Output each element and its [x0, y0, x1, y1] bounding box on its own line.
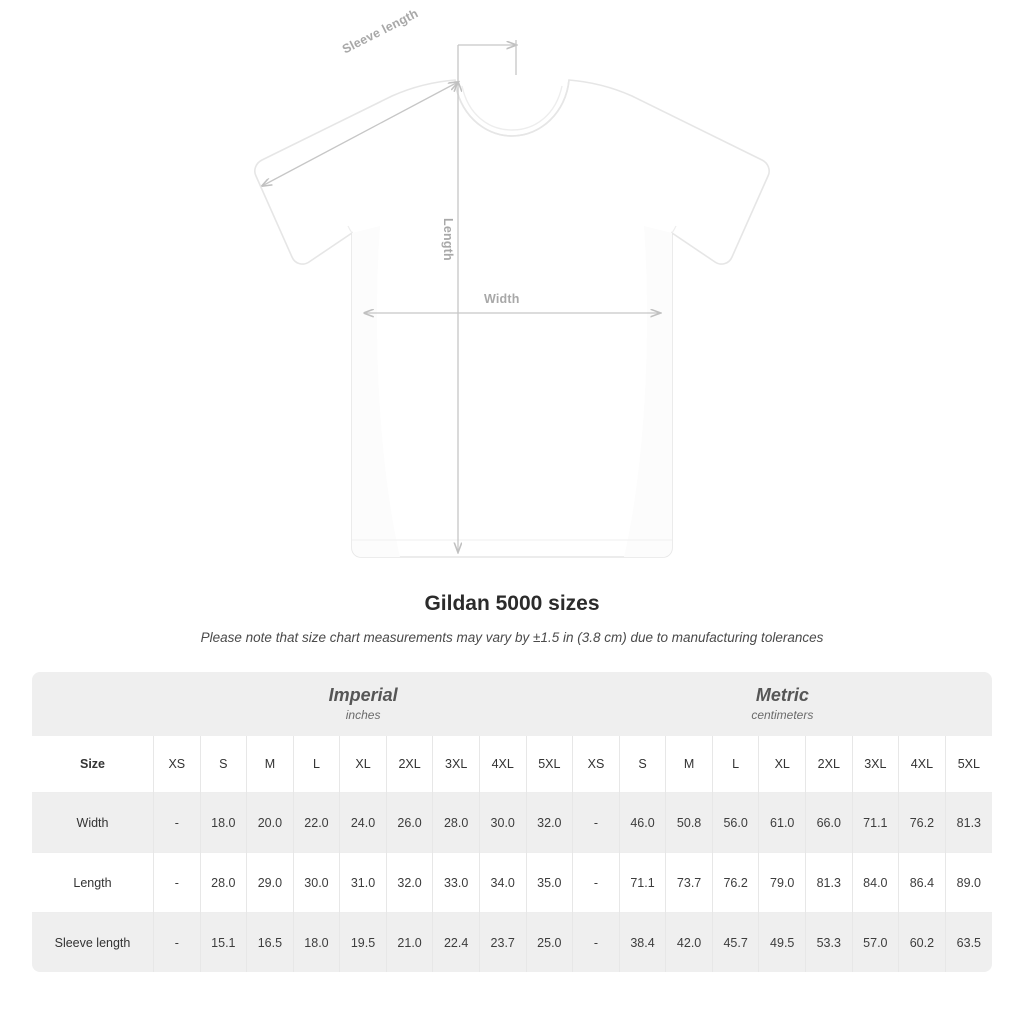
size-header-metric-5xl: 5XL — [945, 736, 992, 793]
length-label: Length — [441, 218, 455, 261]
cell-sleeve-imperial-4xl: 23.7 — [479, 913, 526, 973]
size-header-label: Size — [32, 736, 154, 793]
size-header-imperial-5xl: 5XL — [526, 736, 573, 793]
cell-sleeve-imperial-3xl: 22.4 — [433, 913, 480, 973]
cell-sleeve-metric-3xl: 57.0 — [852, 913, 899, 973]
cell-width-imperial-4xl: 30.0 — [479, 793, 526, 853]
row-label-length: Length — [32, 853, 154, 913]
cell-width-metric-2xl: 66.0 — [806, 793, 853, 853]
table-row — [32, 913, 992, 973]
unit-header-metric — [573, 672, 992, 736]
size-header-metric-xl: XL — [759, 736, 806, 793]
cell-length-imperial-4xl: 34.0 — [479, 853, 526, 913]
cell-sleeve-imperial-l: 18.0 — [293, 913, 340, 973]
size-header-imperial-2xl: 2XL — [386, 736, 433, 793]
size-header-row — [32, 736, 992, 793]
cell-length-metric-s: 71.1 — [619, 853, 666, 913]
size-header-metric-2xl: 2XL — [806, 736, 853, 793]
cell-length-imperial-m: 29.0 — [247, 853, 294, 913]
size-header-metric-l: L — [712, 736, 759, 793]
cell-width-imperial-3xl: 28.0 — [433, 793, 480, 853]
cell-sleeve-imperial-5xl: 25.0 — [526, 913, 573, 973]
cell-sleeve-metric-4xl: 60.2 — [899, 913, 946, 973]
width-label: Width — [484, 292, 520, 306]
cell-width-imperial-2xl: 26.0 — [386, 793, 433, 853]
cell-length-metric-5xl: 89.0 — [945, 853, 992, 913]
cell-sleeve-metric-2xl: 53.3 — [806, 913, 853, 973]
cell-length-metric-3xl: 84.0 — [852, 853, 899, 913]
cell-length-metric-xl: 79.0 — [759, 853, 806, 913]
cell-length-metric-2xl: 81.3 — [806, 853, 853, 913]
size-header-imperial-l: L — [293, 736, 340, 793]
cell-width-metric-xl: 61.0 — [759, 793, 806, 853]
cell-width-metric-3xl: 71.1 — [852, 793, 899, 853]
cell-width-imperial-xl: 24.0 — [340, 793, 387, 853]
size-header-metric-3xl: 3XL — [852, 736, 899, 793]
size-table-wrapper — [32, 672, 992, 972]
cell-width-imperial-m: 20.0 — [247, 793, 294, 853]
cell-sleeve-metric-l: 45.7 — [712, 913, 759, 973]
cell-sleeve-imperial-m: 16.5 — [247, 913, 294, 973]
cell-width-imperial-xs: - — [154, 793, 201, 853]
cell-length-imperial-xl: 31.0 — [340, 853, 387, 913]
unit-header-spacer — [32, 672, 154, 736]
unit-metric-sub: centimeters — [751, 708, 814, 723]
unit-header-imperial — [154, 672, 573, 736]
cell-width-metric-5xl: 81.3 — [945, 793, 992, 853]
cell-sleeve-metric-m: 42.0 — [666, 913, 713, 973]
table-row — [32, 853, 992, 913]
size-header-imperial-s: S — [200, 736, 247, 793]
cell-sleeve-metric-xl: 49.5 — [759, 913, 806, 973]
cell-sleeve-metric-5xl: 63.5 — [945, 913, 992, 973]
cell-length-imperial-xs: - — [154, 853, 201, 913]
size-header-imperial-xl: XL — [340, 736, 387, 793]
row-label-sleeve-length: Sleeve length — [32, 913, 154, 973]
cell-length-imperial-3xl: 33.0 — [433, 853, 480, 913]
cell-length-metric-xs: - — [573, 853, 620, 913]
cell-length-imperial-s: 28.0 — [200, 853, 247, 913]
page-title: Gildan 5000 sizes — [424, 592, 600, 615]
table-row — [32, 793, 992, 853]
size-header-imperial-3xl: 3XL — [433, 736, 480, 793]
size-header-imperial-4xl: 4XL — [479, 736, 526, 793]
size-header-imperial-xs: XS — [154, 736, 201, 793]
cell-sleeve-metric-s: 38.4 — [619, 913, 666, 973]
size-header-metric-m: M — [666, 736, 713, 793]
size-table — [32, 672, 992, 972]
cell-width-metric-4xl: 76.2 — [899, 793, 946, 853]
tshirt-shape — [255, 80, 769, 557]
cell-sleeve-imperial-2xl: 21.0 — [386, 913, 433, 973]
cell-sleeve-imperial-s: 15.1 — [200, 913, 247, 973]
cell-length-imperial-2xl: 32.0 — [386, 853, 433, 913]
sleeve-length-label: Sleeve length — [340, 6, 421, 57]
cell-sleeve-metric-xs: - — [573, 913, 620, 973]
title-block — [0, 592, 1024, 645]
cell-width-imperial-5xl: 32.0 — [526, 793, 573, 853]
size-header-imperial-m: M — [247, 736, 294, 793]
cell-sleeve-imperial-xl: 19.5 — [340, 913, 387, 973]
cell-length-imperial-l: 30.0 — [293, 853, 340, 913]
unit-header-row — [32, 672, 992, 736]
cell-sleeve-imperial-xs: - — [154, 913, 201, 973]
cell-width-metric-l: 56.0 — [712, 793, 759, 853]
size-header-metric-s: S — [619, 736, 666, 793]
unit-imperial-sub: inches — [345, 708, 381, 723]
cell-width-imperial-l: 22.0 — [293, 793, 340, 853]
tolerance-note: Please note that size chart measurements may vary by ±1.5 in (3.8 cm) due to manufacturing tolerances — [200, 630, 824, 645]
unit-metric-name: Metric — [755, 684, 809, 705]
cell-length-metric-l: 76.2 — [712, 853, 759, 913]
cell-length-metric-m: 73.7 — [666, 853, 713, 913]
cell-width-metric-m: 50.8 — [666, 793, 713, 853]
cell-width-metric-xs: - — [573, 793, 620, 853]
cell-width-imperial-s: 18.0 — [200, 793, 247, 853]
row-label-width: Width — [32, 793, 154, 853]
unit-imperial-name: Imperial — [328, 684, 398, 705]
size-header-metric-xs: XS — [573, 736, 620, 793]
cell-length-metric-4xl: 86.4 — [899, 853, 946, 913]
cell-length-imperial-5xl: 35.0 — [526, 853, 573, 913]
cell-width-metric-s: 46.0 — [619, 793, 666, 853]
size-header-metric-4xl: 4XL — [899, 736, 946, 793]
